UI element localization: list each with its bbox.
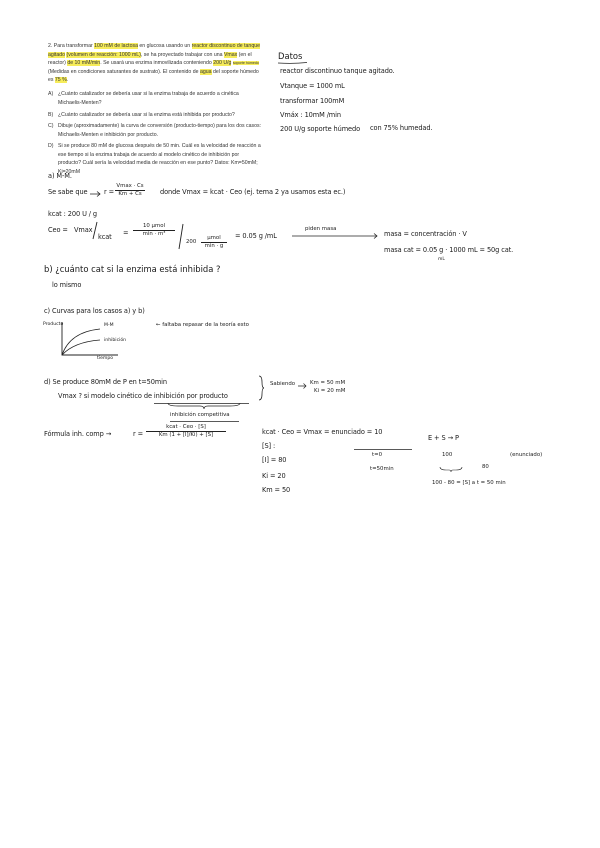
ki-value: Ki = 20 mM (314, 388, 346, 394)
rhs-line: Km = 50 (262, 486, 291, 494)
equals: = (123, 229, 129, 237)
datos-line: reactor discontinuo tanque agitado. (280, 67, 395, 75)
ceo-lhs: Ceo = (48, 226, 68, 234)
t0-substrate: 100 (442, 452, 453, 458)
highlighted-text: 75 % (54, 77, 67, 84)
question-text: Si se produce 80 mM de glucosa después de 50 min. Cuál es la velocidad de reacción a ese tiempo si la enzima trabaja de acuerdo al modelo cinético de inhibición por producto? Cuál sería la velocidad media de reacción en ese punto? Datos: Km=50mM; Ki=20mM (58, 143, 261, 175)
fraction-numerator: µmol (207, 235, 221, 241)
se-sabe: Se sabe que (48, 188, 88, 196)
highlighted-text: 100 mM de lactosa (94, 43, 138, 49)
formula-label: Fórmula inh. comp → (44, 430, 112, 438)
rhs-line: Ki = 20 (262, 472, 286, 480)
datos-line: transformar 100mM (280, 97, 345, 105)
statement-text: . (66, 77, 69, 84)
fraction-denominator: Km + Cs (118, 191, 142, 197)
fraction-numerator: 10 µmol (142, 223, 166, 229)
statement-text: del soporte húmedo es (48, 68, 259, 84)
part-b-answer: lo mismo (52, 281, 82, 289)
part-c-note: ← faltaba repasar de la teoría esto (156, 322, 249, 328)
kcat-fraction (201, 235, 227, 249)
kcat-label: kcat (98, 233, 112, 241)
arrow-icon (292, 233, 380, 239)
curve-inhibition (62, 340, 100, 355)
substrate-calc: 100 - 80 = [S] a t = 50 min (432, 480, 506, 486)
sabiendo-label: Sabiendo (270, 381, 296, 387)
fraction-numerator: Vmax · Cs (116, 183, 144, 189)
part-d-question-1: d) Se produce 80mM de P en t=50min (44, 378, 167, 386)
vmax-label: Vmax (74, 226, 93, 234)
curve-mm-label: M-M (104, 323, 114, 328)
rhs-line: [I] = 80 (262, 456, 287, 464)
statement-text: en glucosa usando un (137, 43, 192, 49)
km-value: Km = 50 mM (310, 380, 346, 386)
datos-line: 200 U/g soporte húmedo (280, 125, 361, 133)
rate-eq: r = (133, 430, 144, 438)
question-label: D) (48, 143, 54, 149)
highlighted-text: (volumen de reacción: 1000 mL) (66, 51, 141, 58)
piden-label: piden masa (305, 226, 337, 232)
fraction-denominator: Km (1 + [I]/Ki) + [S] (158, 432, 214, 438)
question-text: Dibuje (aproximadamente) la curva de conversión (producto-tiempo) para los dos casos: Michaelis-Menten e inhibición por producto. (58, 123, 261, 138)
vmax-fraction (133, 223, 175, 237)
highlighted-text: agua (199, 68, 212, 75)
statement-text: (Medidas en condiciones saturantes de sustrato). El contenido de (48, 68, 200, 75)
inhibition-type: inhibición competitiva (170, 412, 230, 418)
fraction-denominator: min · m³ (142, 231, 166, 237)
question-text: ¿Cuánto catalizador se debería usar si la enzima trabaja de acuerdo a cinética Michaelis-Menten? (58, 91, 239, 106)
curve-mm (62, 329, 100, 355)
inh-formula-fraction (146, 424, 226, 438)
problem-statement (48, 42, 264, 85)
statement-text: (en el reactor) (48, 51, 252, 67)
rate-eq: r = (104, 188, 115, 196)
rhs-line: [S] : (262, 442, 276, 450)
highlighted-text: Vmax (223, 51, 238, 58)
fraction-numerator: kcat · Ceo · [S] (166, 424, 206, 430)
highlighted-text: reactor discontinuo de tanque agitado (48, 43, 260, 58)
t50-product: 80 (482, 464, 489, 470)
mm-fraction (115, 183, 145, 197)
highlighted-text: soporte húmedo (232, 61, 259, 66)
ceo-result: = 0.05 g /mL (235, 232, 277, 240)
ml-subscript: mL (438, 257, 445, 262)
datos-underline (278, 62, 308, 65)
enunciado-note: (enunciado) (510, 452, 543, 458)
y-axis-label: Producto (43, 322, 64, 327)
highlighted-text: 200 U/g (213, 60, 232, 67)
datos-title: Datos (278, 51, 303, 61)
reaction-scheme: E + S → P (428, 434, 459, 442)
question-text: ¿Cuánto catalizador se debería usar si la enzima está inhibida por producto? (58, 112, 235, 118)
arrow-icon (298, 383, 308, 389)
brace (258, 376, 264, 400)
donde-text: donde Vmax = kcat · Ceo (ej. tema 2 ya usamos esta ec.) (160, 188, 346, 196)
fraction-denominator: min · g (204, 243, 224, 249)
part-d-question-2: Vmax ? si modelo cinético de inhibición por producto (58, 392, 228, 400)
tick-arrow-icon (354, 447, 414, 452)
statement-text: 2. Para transformar (48, 43, 95, 49)
slash (178, 224, 184, 250)
statement-text: , se ha proyectado trabajar con una (140, 51, 224, 58)
kcat-number: 200 (186, 239, 197, 245)
kcat-value: kcat : 200 U / g (48, 210, 97, 218)
brace-down (440, 467, 462, 472)
datos-line: Vtanque = 1000 mL (280, 82, 345, 90)
arrow-icon (90, 191, 102, 197)
statement-text: . Se usará una enzima inmovilizada conteniendo (100, 60, 214, 67)
rhs-line: kcat · Ceo = Vmax = enunciado = 10 (262, 428, 383, 436)
brace-down (168, 403, 240, 409)
question-label: B) (48, 112, 54, 118)
highlighted-text: de 10 mM/min (67, 60, 101, 67)
t50-label: t=50min (370, 466, 394, 472)
part-c-title: c) Curvas para los casos a) y b) (44, 307, 145, 315)
datos-line: con 75% humedad. (370, 124, 433, 132)
part-b-question: b) ¿cuánto cat si la enzima está inhibida ? (44, 264, 221, 274)
t0-label: t=0 (372, 452, 383, 458)
part-a-heading: a) M-M. (48, 172, 72, 180)
underline (170, 420, 240, 423)
masa-cat-result: masa cat = 0.05 g · 1000 mL = 50g cat. (384, 246, 514, 254)
datos-line: Vmáx : 10mM /min (280, 111, 341, 119)
curve-inhibition-label: inhibición (104, 338, 127, 343)
x-axis-label: tiempo (97, 356, 114, 361)
masa-formula: masa = concentración · V (384, 230, 467, 238)
question-label: A) (48, 91, 54, 97)
question-label: C) (48, 123, 54, 129)
